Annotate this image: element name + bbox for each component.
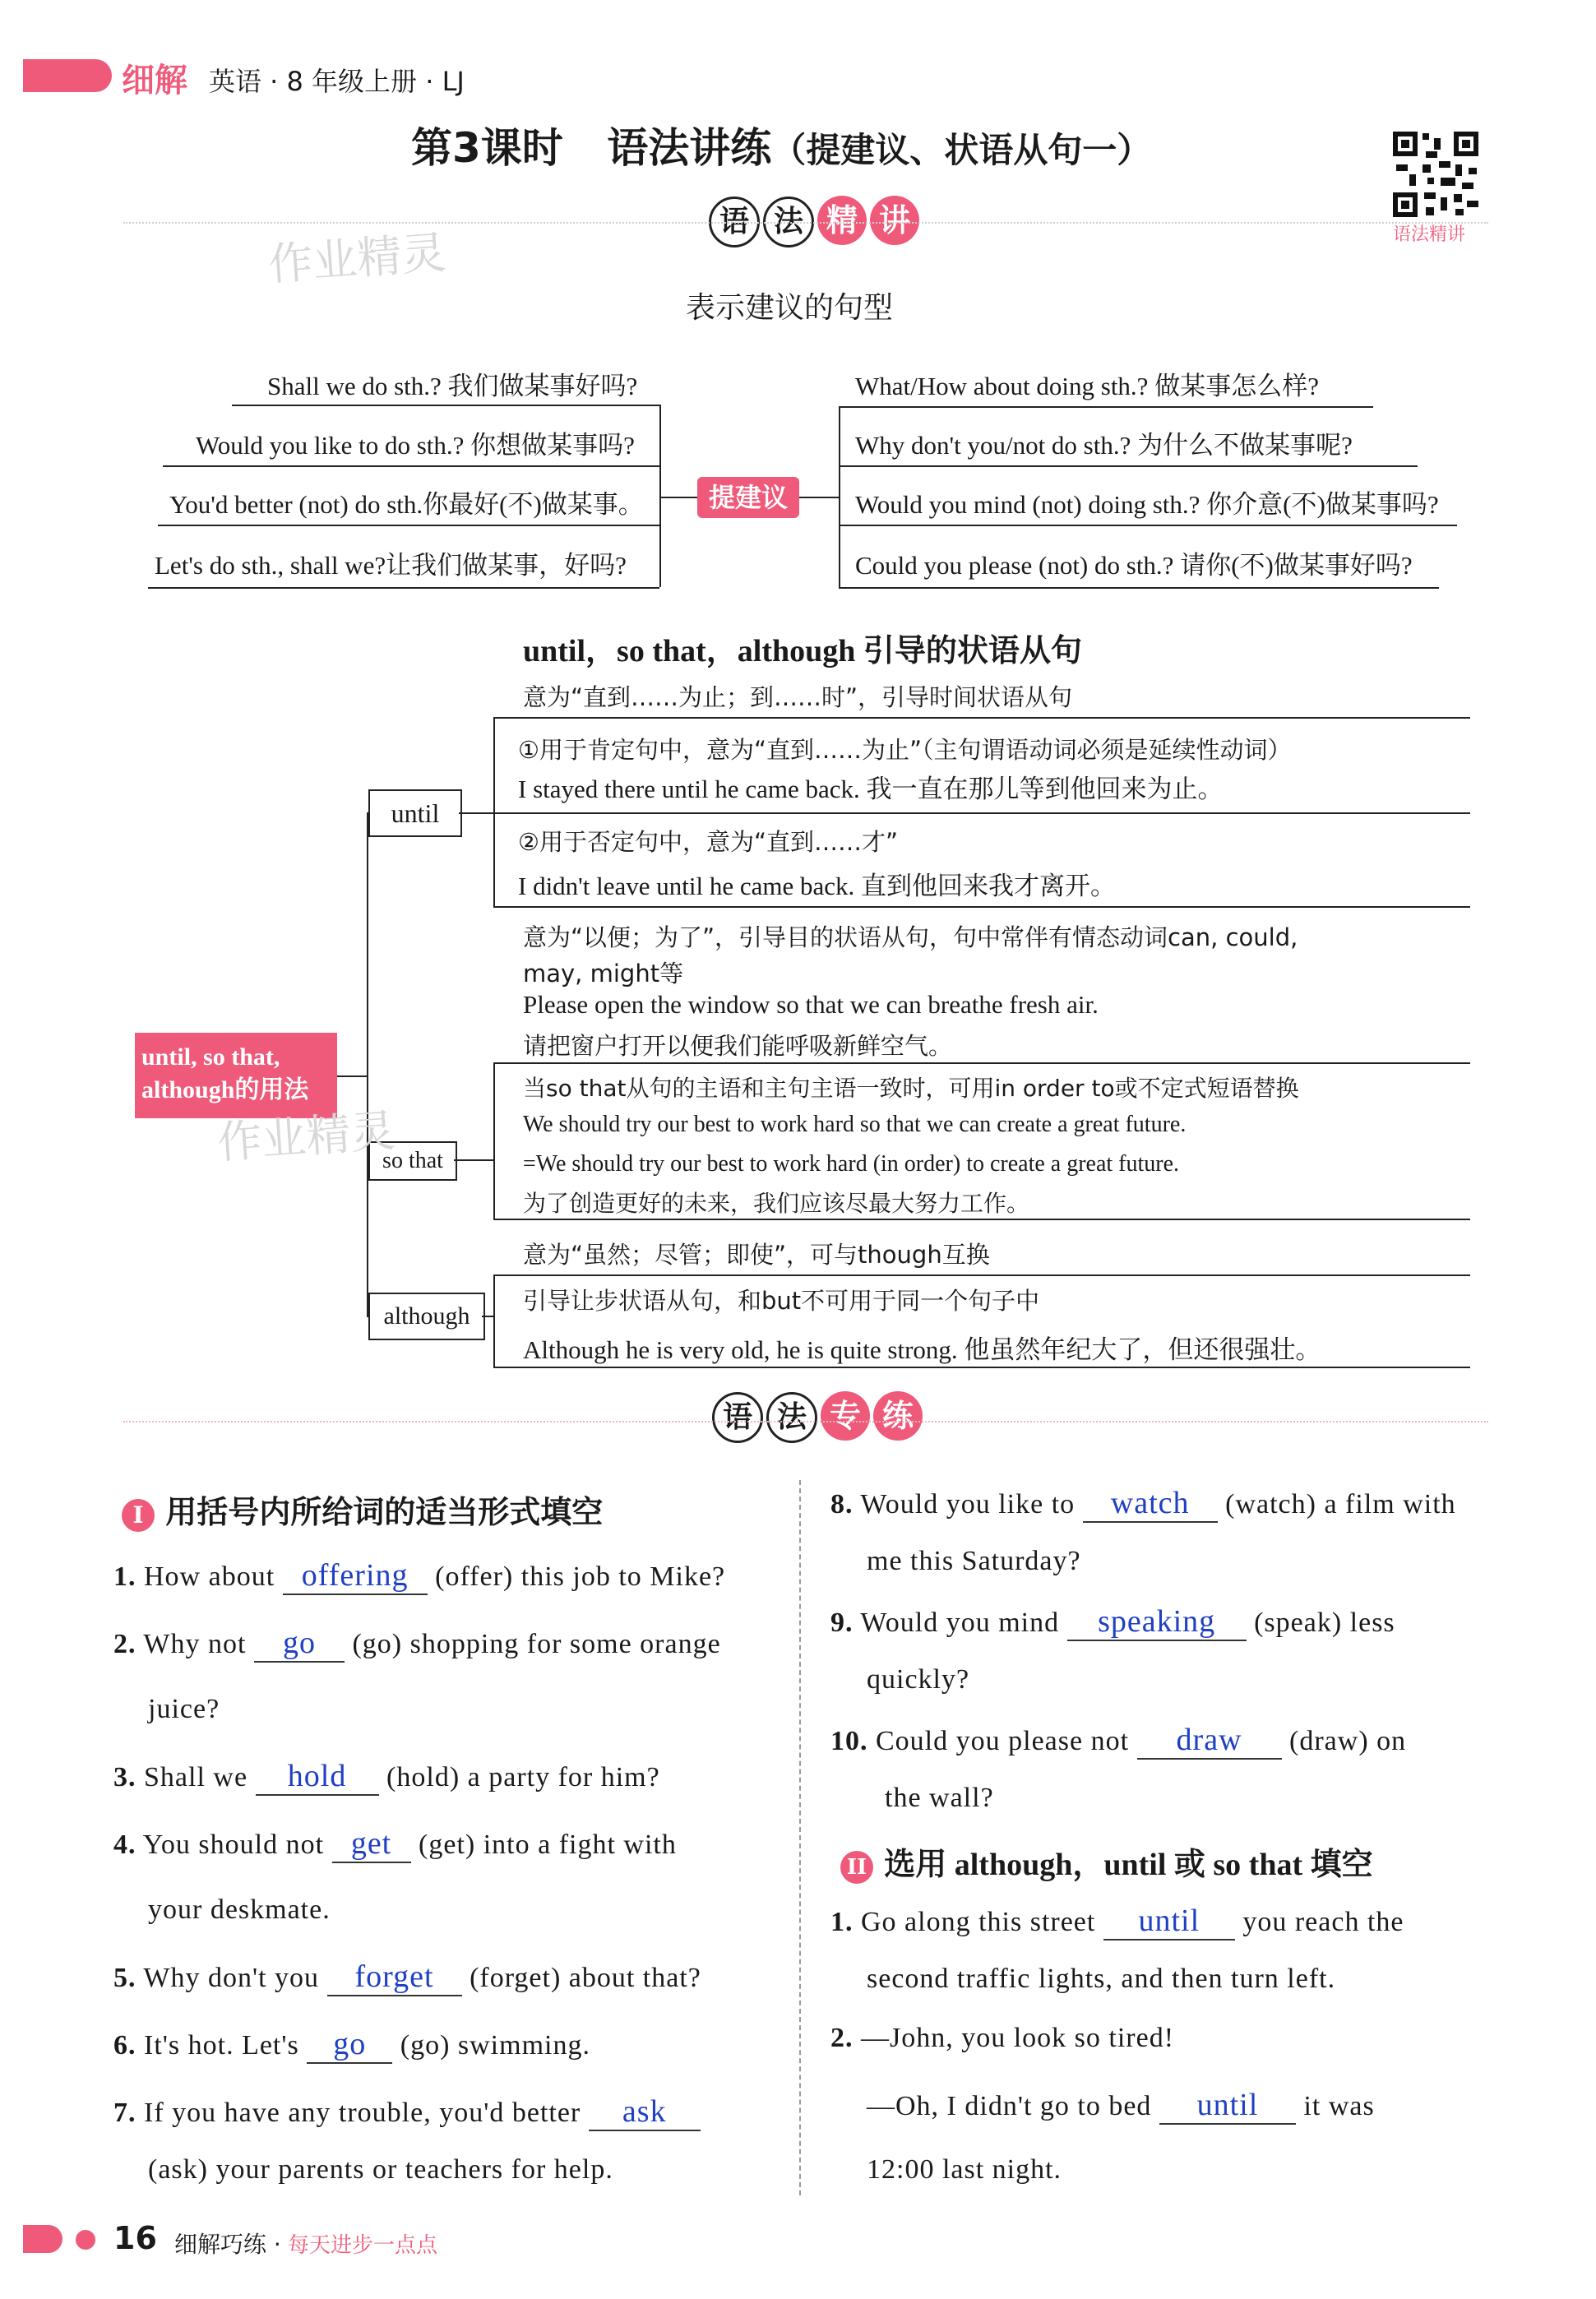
although-node-label: although (383, 1302, 470, 1330)
question-10: 10. Could you please not draw (draw) on (830, 1723, 1406, 1760)
answer-9[interactable]: speaking (1067, 1605, 1247, 1641)
sothat-note-example-cn: 为了创造更好的未来，我们应该尽最大努力工作。 (523, 1190, 1030, 1217)
suggestion-right-1: What/How about doing sth.? 做某事怎么样? (855, 372, 1319, 400)
until-rule-mid (493, 812, 1470, 814)
although-note: 引导让步状语从句，和but不可用于同一个句子中 (523, 1287, 1040, 1315)
question-2-cont: juice? (148, 1694, 220, 1724)
right-rule-1 (839, 406, 1373, 408)
question-8: 8. Would you like to watch (watch) a film with (830, 1487, 1456, 1523)
qr-code-label: 语法精讲 (1393, 224, 1466, 245)
suggestion-left-1: Shall we do sth.? 我们做某事好吗? (267, 372, 638, 400)
although-bracket (493, 1274, 495, 1367)
banner3-char-4: 练 (873, 1391, 923, 1441)
lesson-title (411, 115, 1151, 174)
sothat-meaning-2: may, might等 (523, 960, 684, 988)
although-example: Although he is very old, he is quite strong. 他虽然年纪大了，但还很强壮。 (523, 1335, 1321, 1364)
sothat-example-en: Please open the window so that we can breathe fresh air. (523, 990, 1099, 1019)
left-rule-2 (163, 465, 659, 467)
part1-heading (122, 1487, 603, 1532)
left-rule-1 (232, 405, 659, 406)
p2-answer-1[interactable]: until (1103, 1904, 1235, 1941)
until-rule-bottom (493, 906, 1470, 908)
sothat-example-cn: 请把窗户打开以便我们能呼吸新鲜空气。 (523, 1032, 953, 1060)
banner-char-2: 法 (763, 197, 814, 247)
until-node (368, 789, 462, 837)
p2-question-2-cont: 12:00 last night. (867, 2154, 1062, 2185)
until-rule1-desc: ①用于肯定句中，意为“直到……为止”（主句谓语动词必须是延续性动词） (518, 736, 1292, 764)
right-bracket (839, 406, 840, 587)
banner3-char-2: 法 (766, 1392, 817, 1443)
answer-4[interactable]: get (332, 1827, 411, 1863)
watermark-2: 作业精灵 (215, 1104, 397, 1169)
left-rule-4 (148, 587, 659, 589)
question-8-cont: me this Saturday? (867, 1546, 1081, 1576)
until-node-label: until (391, 798, 440, 828)
left-bracket (659, 405, 661, 587)
question-7: 7. If you have any trouble, you'd better ask (113, 2095, 701, 2131)
answer-3[interactable]: hold (256, 1760, 379, 1796)
lesson-number: 第3课时 (411, 124, 563, 172)
suggestion-subtitle: 表示建议的句型 (686, 291, 894, 325)
banner-char-4: 讲 (870, 196, 919, 245)
header-pink-bar (23, 59, 112, 92)
until-rule1-example: I stayed there until he came back. 我一直在那儿等到他回来为止。 (518, 775, 1224, 803)
banner3-dotted-line (123, 1421, 1488, 1422)
watermark-1: 作业精灵 (266, 226, 448, 291)
answer-6[interactable]: go (307, 2028, 392, 2064)
question-2: 2. Why not go (go) shopping for some orange (113, 1626, 721, 1663)
p2-answer-2[interactable]: until (1159, 2089, 1296, 2125)
lesson-subtopic: （提建议、状语从句一） (771, 130, 1152, 170)
suggestion-left-4: Let's do sth., shall we?让我们做某事，好吗? (155, 551, 627, 580)
until-rule2-example: I didn't leave until he came back. 直到他回来我才离开。 (518, 872, 1117, 900)
question-3: 3. Shall we hold (hold) a party for him? (113, 1760, 660, 1796)
qr-code-graphic (1390, 128, 1482, 220)
question-4: 4. You should not get (get) into a fight with (113, 1827, 677, 1863)
clause-root-label: until, so that, although的用法 (141, 1043, 309, 1103)
suggestion-left-3: You'd better (not) do sth.你最好(不)做某事。 (169, 490, 644, 519)
suggestion-right-3: Would you mind (not) doing sth.? 你介意(不)做某事吗? (855, 490, 1439, 519)
p2-question-2: 2. —John, you look so tired! (830, 2023, 1175, 2053)
left-connector (659, 497, 697, 498)
sothat-rule-bottom (493, 1219, 1470, 1220)
right-connector (799, 497, 839, 498)
p2-question-1-cont: second traffic lights, and then turn left. (867, 1964, 1336, 1994)
although-rule-top (493, 1274, 1470, 1276)
qr-code[interactable] (1390, 128, 1482, 220)
part1-roman-badge: I (122, 1499, 155, 1532)
suggestion-left-2: Would you like to do sth.? 你想做某事吗? (196, 431, 635, 460)
part1-title: 用括号内所给词的适当形式填空 (165, 1494, 604, 1530)
part2-title: 选用 although，until 或 so that 填空 (884, 1848, 1373, 1882)
although-meaning: 意为“虽然；尽管；即使”，可与though互换 (523, 1241, 990, 1269)
banner3-char-1: 语 (712, 1392, 763, 1443)
p2-question-1: 1. Go along this street until you reach the (830, 1904, 1404, 1941)
question-1: 1. How about offering (offer) this job to Mike? (113, 1559, 725, 1595)
sothat-note: 当so that从句的主语和主句主语一致时，可用in order to或不定式短语替换 (523, 1075, 1299, 1102)
question-9-cont: quickly? (867, 1664, 970, 1695)
answer-10[interactable]: draw (1137, 1723, 1282, 1760)
banner-char-1: 语 (709, 197, 760, 247)
banner3-char-3: 专 (821, 1391, 870, 1441)
section3-banner (712, 1391, 923, 1443)
sothat-meaning-1: 意为“以便；为了”，引导目的状语从句，句中常伴有情态动词can, could, (523, 923, 1298, 951)
answer-7[interactable]: ask (589, 2095, 701, 2131)
part2-heading (840, 1839, 1373, 1884)
sothat-note-example-1: We should try our best to work hard so that we can create a great future. (523, 1112, 1187, 1137)
answer-1[interactable]: offering (283, 1559, 428, 1595)
banner-char-3: 精 (817, 196, 867, 245)
question-10-cont: the wall? (885, 1783, 994, 1813)
root-spine (367, 812, 368, 1316)
sothat-bracket (493, 1062, 495, 1219)
answer-8[interactable]: watch (1083, 1487, 1218, 1523)
right-rule-4 (839, 587, 1439, 589)
brand-logo: 细解 (122, 62, 187, 99)
question-5: 5. Why don't you forget (forget) about that? (113, 1960, 701, 1996)
right-rule-2 (839, 465, 1418, 467)
question-9: 9. Would you mind speaking (speak) less (830, 1605, 1395, 1641)
sothat-note-example-2: =We should try our best to work hard (in order) to create a great future. (523, 1151, 1180, 1177)
until-node-connector (459, 812, 493, 814)
right-rule-3 (839, 525, 1457, 526)
although-rule-bottom (493, 1367, 1470, 1368)
until-rule2-desc: ②用于否定句中，意为“直到……才” (518, 828, 899, 856)
suggest-center-tag: 提建议 (697, 477, 799, 518)
footer-series: 细解巧练 · (174, 2231, 281, 2258)
part2-roman-badge: II (840, 1851, 873, 1884)
suggestion-right-4: Could you please (not) do sth.? 请你(不)做某事好吗? (855, 551, 1413, 580)
until-meaning: 意为“直到……为止；到……时”，引导时间状语从句 (523, 683, 1073, 711)
suggestion-right-2: Why don't you/not do sth.? 为什么不做某事呢? (855, 431, 1353, 460)
question-4-cont: your deskmate. (148, 1894, 331, 1925)
page-number: 16 (113, 2220, 157, 2256)
question-6: 6. It's hot. Let's go (go) swimming. (113, 2028, 590, 2064)
although-node (368, 1293, 485, 1340)
p2-question-2-line2: —Oh, I didn't go to bed until it was (867, 2089, 1375, 2125)
left-rule-3 (158, 525, 659, 526)
sothat-rule-top (493, 1062, 1470, 1064)
answer-5[interactable]: forget (327, 1960, 462, 1996)
answer-2[interactable]: go (254, 1626, 345, 1663)
although-node-connector (482, 1316, 493, 1317)
column-divider (799, 1480, 801, 2195)
sothat-node-label: so that (382, 1148, 443, 1173)
clause-section-title: until，so that，although 引导的状语从句 (523, 634, 1082, 668)
question-7-cont: (ask) your parents or teachers for help. (148, 2154, 613, 2185)
footer-dot (76, 2230, 95, 2250)
root-connector (337, 1075, 367, 1077)
until-rule-top (493, 717, 1470, 719)
footer-slogan: 每天进步一点点 (288, 2233, 438, 2258)
sothat-node-connector (454, 1159, 493, 1161)
book-subject: 英语 · 8 年级上册 · LJ (209, 66, 465, 97)
until-bracket (493, 717, 495, 906)
footer-pink-bar (23, 2225, 62, 2253)
banner-dotted-line (123, 222, 1488, 224)
lesson-topic: 语法讲练 (607, 124, 772, 172)
